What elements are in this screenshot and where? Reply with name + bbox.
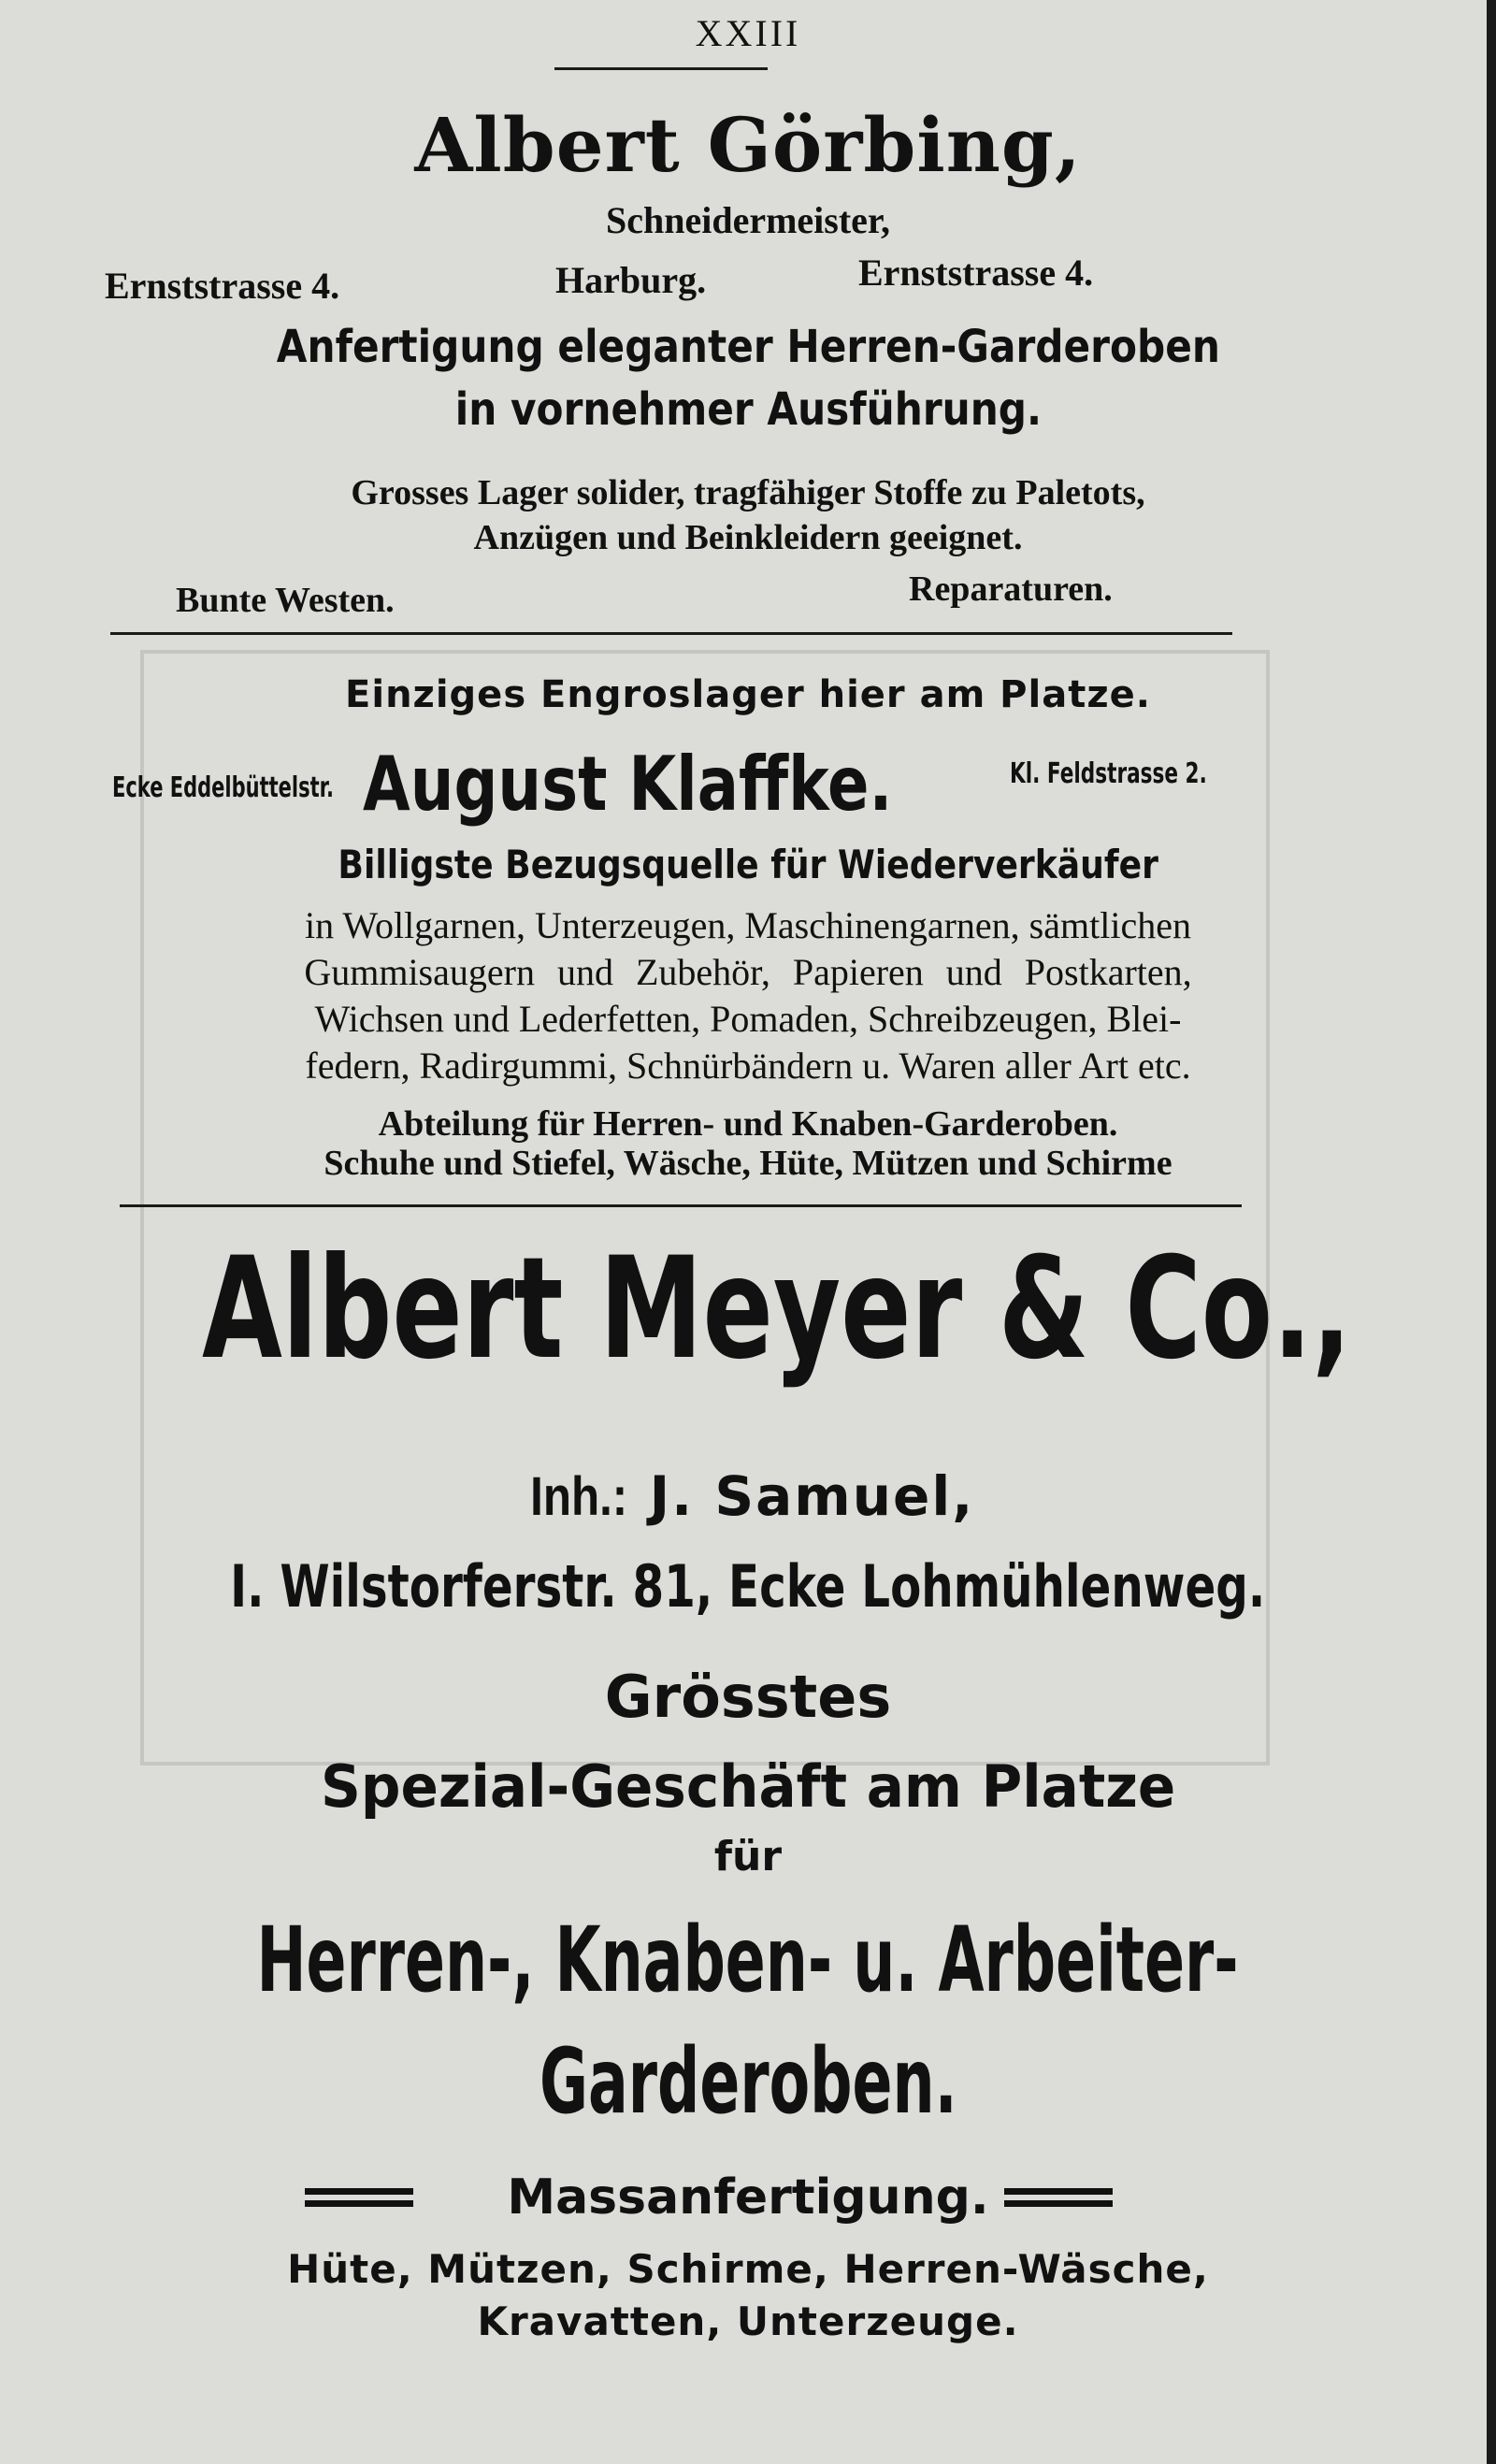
ad1-address-left: Ernststrasse 4. [105,265,340,307]
ad3-claim-2: Spezial-Geschäft am Platze [320,1752,1176,1821]
ad3-address: I. Wilstorferstr. 81, Ecke Lohmühlenweg. [230,1552,1266,1621]
ad2-name: August Klaffke. [363,741,893,828]
ad1-address-right: Ernststrasse 4. [858,252,1094,294]
ad1-text-2: Anzügen und Beinkleidern geeignet. [473,518,1023,557]
ad2-headline: Billigste Bezugsquelle für Wiederverkäufer [338,842,1158,887]
ad1-headline-1: Anfertigung eleganter Herren-Garderoben [276,321,1220,373]
ad2-dept-1: Abteilung für Herren- und Knaben-Garderoben. [378,1104,1118,1144]
ad3-extras-2: Kravatten, Unterzeuge. [477,2298,1019,2344]
ad1-headline-2: in vornehmer Ausführung. [454,383,1042,436]
ad1-text-1: Grosses Lager solider, tragfähiger Stoffe zu Paletots, [351,473,1145,512]
ad2-body-3: Wichsen und Lederfetten, Pomaden, Schreibzeugen, Blei- [314,998,1182,1040]
ad1-city: Harburg. [555,259,707,301]
ad3-owner-label: Inh.: [529,1466,627,1527]
ad3-service: Massanfertigung. [507,2169,989,2226]
ad2-body-1: in Wollgarnen, Unterzeugen, Maschinengarnen, sämtlichen [305,904,1191,946]
decor-double-rule-right [1004,2186,1113,2209]
ad3-name: Albert Meyer & Co., [201,1228,1352,1391]
ad3-claim-1: Grösstes [604,1663,892,1731]
page-number-underline [554,67,768,70]
ad3-extras-1: Hüte, Mützen, Schirme, Herren-Wäsche, [287,2246,1209,2292]
ad3-goods-1: Herren-, Knaben- u. Arbeiter- [256,1908,1240,2012]
ad2-body-4: federn, Radirgummi, Schnürbändern u. Waren aller Art etc. [305,1045,1191,1087]
ad1-item-right: Reparaturen. [909,569,1113,609]
ad2-dept-2: Schuhe und Stiefel, Wäsche, Hüte, Mützen und Schirme [324,1144,1172,1183]
ad2-tagline: Einziges Engroslager hier am Platze. [345,673,1151,716]
ad2-corner-left: Ecke Eddelbüttelstr. [112,771,334,804]
ad3-claim-3: für [713,1833,783,1880]
divider-2 [120,1204,1242,1207]
divider-1 [110,632,1232,635]
ad1-profession: Schneidermeister, [605,199,891,241]
ad1-name: Albert Görbing, [414,101,1082,189]
ad1-item-left: Bunte Westen. [176,581,395,620]
ad2-corner-right: Kl. Feldstrasse 2. [1010,757,1207,790]
page-number: XXIII [695,12,801,54]
ad3-owner-name: J. Samuel, [649,1464,975,1528]
ad3-goods-2: Garderoben. [539,2029,957,2134]
ad2-body-2: Gummisaugern und Zubehör, Papieren und Postkarten, [304,951,1192,993]
